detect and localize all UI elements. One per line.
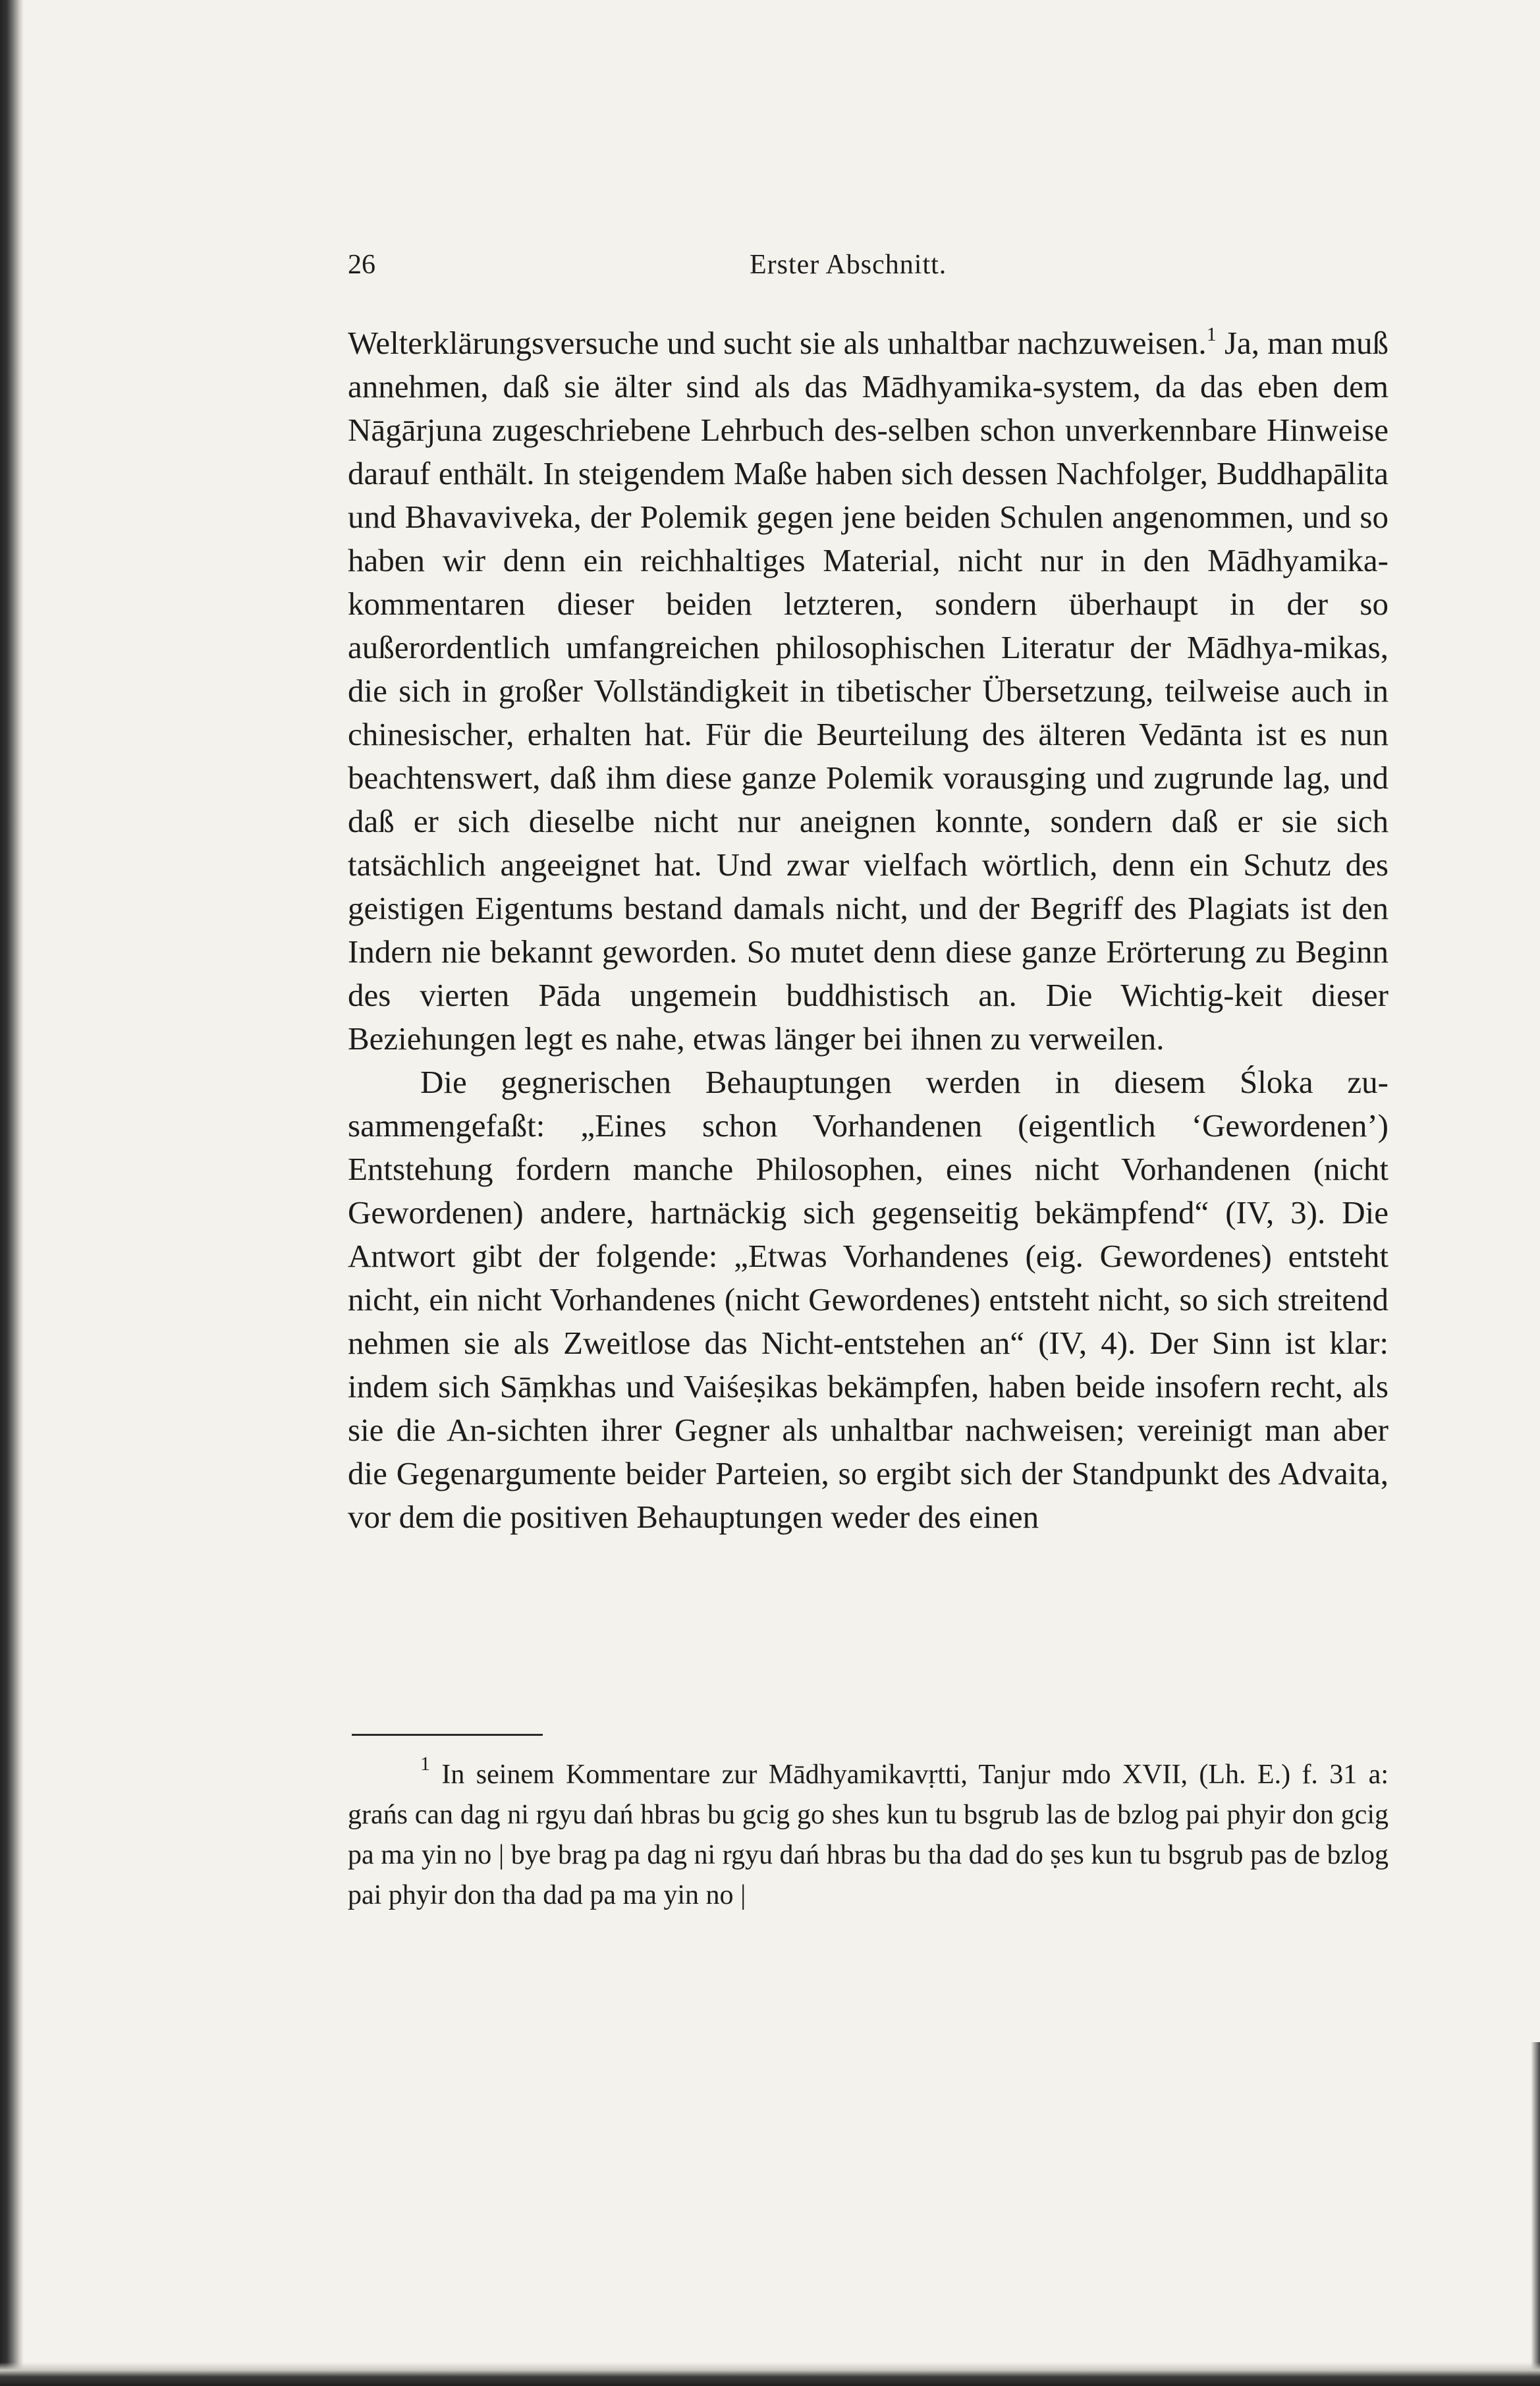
footnote xyxy=(348,1755,1389,1916)
footnotes xyxy=(348,1755,1389,1916)
paragraph: Die gegnerischen Behauptungen werden in diesem Śloka zu-sammengefaßt: „Eines schon Vorhandenen (eigentlich ‘Gewordenen’) Entstehung fordern manche Philosophen, eines nicht Vorhandenen (nicht Gewordenen) andere, hartnäckig sich gegenseitig bekämpfend“ (IV, 3). Die Antwort gibt der folgende: „Etwas Vorhandenes (eig. Gewordenes) entsteht nicht, ein nicht Vorhandenes (nicht Gewordenes) entsteht nicht, so sich streitend nehmen sie als Zweitlose das Nicht-entstehen an“ (IV, 4). Der Sinn ist klar: indem sich Sāṃkhas und Vaiśeṣikas bekämpfen, haben beide insofern recht, als sie die An-sichten ihrer Gegner als unhaltbar nachweisen; vereinigt man aber die Gegenargumente beider Parteien, so ergibt sich der Standpunkt des Advaita, vor dem die positiven Behauptungen weder des einen xyxy=(348,1064,1389,1535)
page-header xyxy=(348,249,1389,289)
paragraph-text-continued: Ja, man muß annehmen, daß sie älter sind als das Mādhyamika-system, da das eben dem Nāgārjuna zugeschriebene Lehrbuch des-selben schon unverkennbare Hinweise darauf enthält. In steigendem Maße haben sich dessen Nachfolger, Buddhapālita und Bhavaviveka, der Polemik gegen jene beiden Schulen angenommen, und so haben wir denn ein reichhaltiges Material, nicht nur in den Mādhyamika-kommentaren dieser beiden letzteren, sondern überhaupt in der so außerordentlich umfangreichen philosophischen Literatur der Mādhya-mikas, die sich in großer Vollständigkeit in tibetischer Übersetzung, teilweise auch in chinesischer, erhalten hat. Für die Beurteilung des älteren Vedānta ist es nun beachtenswert, daß ihm diese ganze Polemik vorausging und zugrunde lag, und daß er sich dieselbe nicht nur aneignen konnte, sondern daß er sie sich tatsächlich angeeignet hat. Und zwar vielfach wörtlich, denn ein Schutz des geistigen Eigentums bestand damals nicht, und der Begriff des Plagiats ist den Indern nie bekannt geworden. So mutet denn diese ganze Erörterung zu Beginn des vierten Pāda ungemein buddhistisch an. Die Wichtig-keit dieser Beziehungen legt es nahe, etwas länger bei ihnen zu verweilen. xyxy=(348,325,1389,1057)
body-text xyxy=(348,321,1389,1539)
paragraph xyxy=(348,321,1389,1061)
footnote-text: In seinem Kommentare zur Mādhyamikavṛtti, Tanjur mdo XVII, (Lh. E.) f. 31 a: grańs can dag ni rgyu dań hbras bu gcig go shes kun tu bsgrub las de bzlog pai phyir don gcig pa ma yin no | bye brag pa dag ni rgyu dań hbras bu tha dad do ṣes kun tu bsgrub pas de bzlog pai phyir don tha dad pa ma yin no | xyxy=(348,1760,1389,1910)
paragraph-text: Welterklärungsversuche und sucht sie als unhaltbar nachzuweisen. xyxy=(348,325,1207,361)
scan-edge-left xyxy=(0,0,24,2386)
scan-edge-right xyxy=(1531,2042,1540,2372)
running-head: Erster Abschnitt. xyxy=(750,250,947,280)
book-page xyxy=(348,0,1389,2358)
footnote-reference: 1 xyxy=(1206,323,1217,345)
scan-edge-bottom xyxy=(0,2362,1540,2386)
footnote-marker: 1 xyxy=(420,1753,430,1775)
page-number: 26 xyxy=(348,250,375,280)
footnote-divider xyxy=(352,1734,543,1736)
